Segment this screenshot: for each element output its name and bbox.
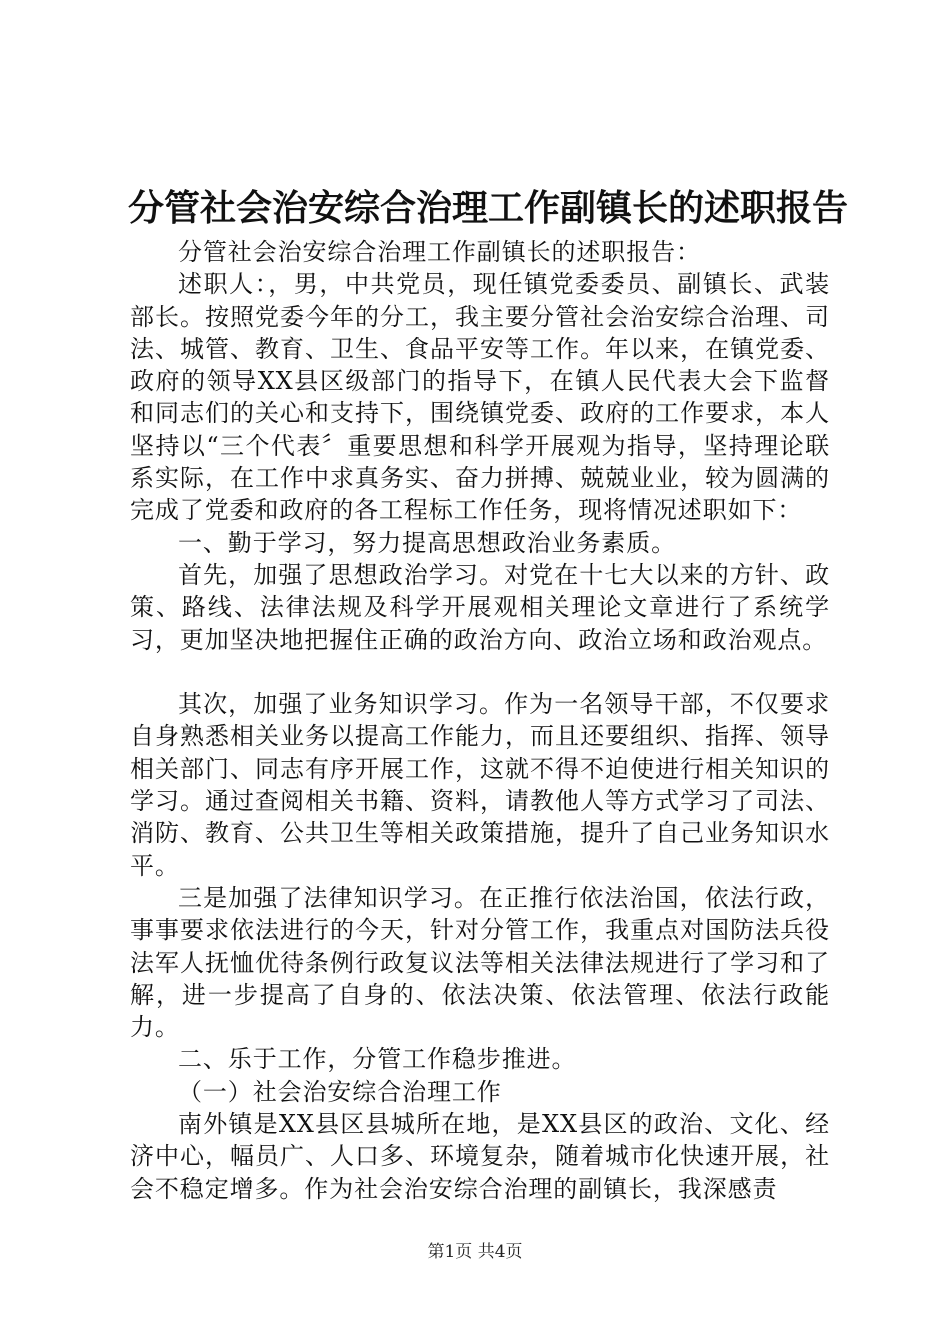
paragraph-legal-study: 三是加强了法律知识学习。在正推行依法治国，依法行政，事事要求依法进行的今天，针对分管工作，我重点对国防法兵役法军人抚恤优待条例行政复议法等相关法律法规进行了学习和了解，进一步提高了自身的、依法决策、依法管理、依法行政能力。 — [130, 883, 830, 1042]
paragraph-nanwai-town: 南外镇是XX县区县城所在地，是XX县区的政治、文化、经济中心，幅员广、人口多、环境复杂，随着城市化快速开展，社会不稳定增多。作为社会治安综合治理的副镇长，我深感责 — [130, 1110, 830, 1203]
paragraph-political-study: 首先，加强了思想政治学习。对党在十七大以来的方针、政策、路线、法律法规及科学开展观相关理论文章进行了系统学习，更加坚决地把握住正确的政治方向、政治立场和政治观点。 — [130, 560, 830, 654]
paragraph-reporter: 述职人：，男，中共党员，现任镇党委委员、副镇长、武装部长。按照党委今年的分工，我主要分管社会治安综合治理、司法、城管、教育、卫生、食品平安等工作。年以来，在镇党委、政府的领导XX县区级部门的指导下，在镇人民代表大会下监督和同志们的关心和支持下，围绕镇党委、政府的工作要求，本人坚持以“三个代表〞重要思想和科学开展观为指导，坚持理论联系实际，在工作中求真务实、奋力拼搏、兢兢业业，较为圆满的完成了党委和政府的各工程标工作任务，现将情况述职如下： — [130, 270, 830, 525]
document-title: 分管社会治安综合治理工作副镇长的述职报告 — [128, 187, 849, 229]
document-body — [130, 236, 830, 1205]
blank-line — [130, 656, 830, 688]
page-footer: 第1页 共4页 — [427, 1242, 523, 1262]
heading-section-1: 一、勤于学习，努力提高思想政治业务素质。 — [178, 528, 676, 557]
paragraph-business-study: 其次，加强了业务知识学习。作为一名领导干部，不仅要求自身熟悉相关业务以提高工作能力，而且还要组织、指挥、领导相关部门、同志有序开展工作，这就不得不迫使进行相关知识的学习。通过查阅相关书籍、资料，请教他人等方式学习了司法、消防、教育、公共卫生等相关政策措施，提升了自己业务知识水平。 — [130, 690, 830, 880]
heading-section-2: 二、乐于工作，分管工作稳步推进。 — [178, 1045, 577, 1074]
heading-subsection-1: （一）社会治安综合治理工作 — [178, 1077, 502, 1106]
paragraph-intro: 分管社会治安综合治理工作副镇长的述职报告： — [178, 238, 701, 266]
